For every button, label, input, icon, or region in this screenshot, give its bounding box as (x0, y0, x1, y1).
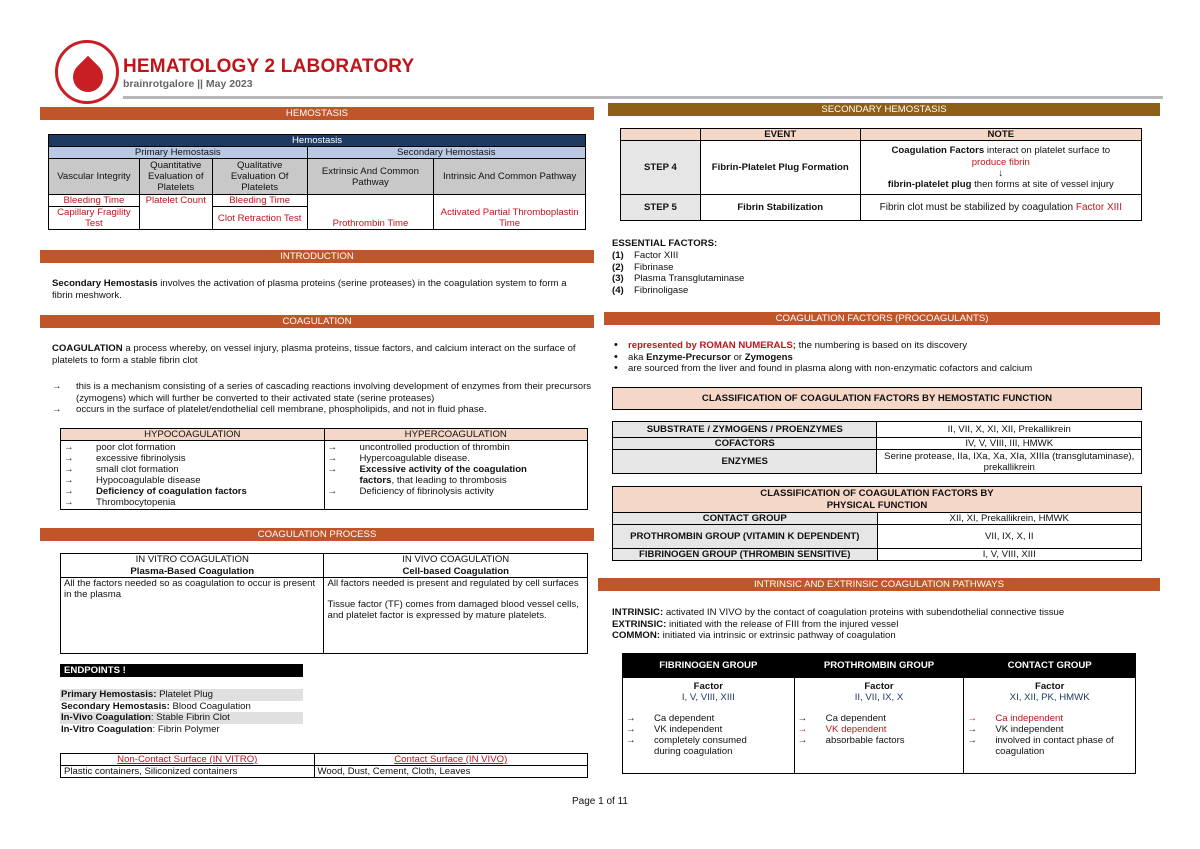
common-key: COMMON: (612, 630, 660, 642)
list-item: → uncontrolled production of thrombin (328, 442, 585, 453)
in-vivo-text (324, 578, 588, 654)
list-item: → involved in contact phase of (967, 735, 1132, 746)
list-item: → Hypercoagulable disease. (328, 453, 585, 464)
list-item: → absorbable factors (798, 735, 961, 746)
in-vivo-text-1: All factors needed is present and regulated by cell surfaces (327, 578, 579, 589)
list-item: → Thrombocytopenia (64, 497, 321, 508)
zymogens: Zymogens (744, 351, 793, 363)
col-qualitative: Qualitative Evaluation Of Platelets (212, 159, 307, 195)
contact-surface-value: Wood, Dust, Cement, Cloth, Leaves (314, 766, 587, 778)
step-5-event: Fibrin Stabilization (700, 195, 860, 221)
col-extrinsic: Extrinsic And Common Pathway (307, 159, 434, 195)
surface-table (60, 753, 588, 778)
in-vitro-header (61, 554, 324, 578)
page-number: Page 1 of 11 (572, 796, 628, 807)
list-item-continued: coagulation (995, 746, 1045, 758)
list-item: → Ca independent (967, 713, 1132, 724)
step-5-note (860, 195, 1141, 221)
in-vivo-title: IN VIVO COAGULATION (402, 554, 510, 566)
section-bar-pathways: INTRINSIC AND EXTRINSIC COAGULATION PATHWAYS (598, 578, 1160, 591)
section-bar-endpoints: ENDPOINTS ! (60, 664, 303, 677)
endpoints-list (60, 689, 303, 736)
primary-hemostasis-header: Primary Hemostasis (49, 147, 308, 159)
coagulation-process-table (60, 553, 588, 654)
note-fibrin-clot: Fibrin clot must be stabilized by coagulation (879, 201, 1076, 213)
row-key: PROTHROMBIN GROUP (VITAMIN K DEPENDENT) (613, 525, 878, 549)
coagulation-body: a process whereby, on vessel injury, plasma proteins, tissue factors, and calcium interact on the surface of platelets to form a stable fibrin clot (52, 343, 576, 366)
prothrombin-group-header: PROTHROMBIN GROUP (794, 654, 964, 678)
note-interact: interact on platelet surface to (984, 145, 1111, 157)
aka-text: aka (628, 351, 647, 363)
list-item (612, 262, 912, 274)
roman-numerals: represented by ROMAN NUMERALS; (628, 340, 796, 351)
contact-group-cell (964, 678, 1136, 774)
note-forms: then forms at site of vessel injury (971, 178, 1114, 190)
list-item (612, 285, 912, 297)
arrow-down-icon: ↓ (998, 167, 1004, 179)
list-item: → excessive fibrinolysis (64, 453, 321, 464)
factor-list: II, VII, IX, X (854, 692, 904, 704)
list-item: → VK independent (967, 724, 1132, 735)
test-bleeding-time-2: Bleeding Time (212, 195, 307, 207)
physical-title-1: CLASSIFICATION OF COAGULATION FACTORS BY (760, 488, 994, 500)
physical-function-title (613, 487, 1142, 513)
hypocoagulation-list (64, 442, 321, 508)
section-bar-introduction: INTRODUCTION (40, 250, 594, 263)
factor-list: I, V, VIII, XIII (681, 692, 735, 704)
row-value: I, V, VIII, XIII (877, 549, 1141, 561)
section-bar-coagulation-factors: COAGULATION FACTORS (PROCOAGULANTS) (604, 312, 1160, 325)
extrinsic-value: initiated with the release of FIII from the injured vessel (666, 618, 899, 630)
endpoint-value: Platelet Plug (156, 689, 213, 700)
section-bar-hemostasis: HEMOSTASIS (40, 107, 594, 120)
secondary-hemostasis-header: Secondary Hemostasis (307, 147, 585, 159)
endpoint-item (60, 724, 303, 736)
list-item: → Excessive activity of the coagulation (328, 464, 585, 475)
row-value: VII, IX, X, II (877, 525, 1141, 549)
endpoint-item (60, 712, 303, 724)
row-key: ENZYMES (613, 450, 877, 474)
item-text: Plasma Transglutaminase (634, 273, 745, 285)
col-intrinsic: Intrinsic And Common Pathway (434, 159, 586, 195)
row-key: SUBSTRATE / ZYMOGENS / PROENZYMES (613, 422, 877, 438)
hemostatic-function-table (612, 387, 1142, 474)
endpoint-value: Blood Coagulation (169, 700, 251, 712)
step-4-event: Fibrin-Platelet Plug Formation (700, 141, 860, 195)
intrinsic-value: activated IN VIVO by the contact of coagulation proteins with subendothelial connective tissue (663, 607, 1065, 618)
test-platelet-count: Platelet Count (139, 195, 212, 230)
endpoint-item (60, 689, 303, 701)
physical-title-2: PHYSICAL FUNCTION (826, 499, 928, 511)
logo (55, 40, 119, 104)
list-item (612, 273, 912, 285)
hemostasis-table (48, 134, 586, 230)
list-item: → Deficiency of coagulation factors (64, 486, 321, 497)
hyper-thrombosis: , that leading to thrombosis (391, 475, 507, 487)
endpoint-key: In-Vivo Coagulation (61, 712, 151, 724)
pathway-groups-table (622, 653, 1136, 774)
note-coag-factors: Coagulation Factors (891, 145, 985, 157)
blood-drop-icon (67, 56, 109, 98)
essential-factors-list (612, 250, 912, 297)
essential-factors-title: ESSENTIAL FACTORS: (612, 238, 718, 249)
hyper-factors: factors (359, 475, 392, 487)
list-item: • are sourced from the liver and found in plasma along with non-enzymatic cofactors and calcium (612, 363, 1152, 375)
test-clot-retraction: Clot Retraction Test (212, 207, 307, 230)
factor-label: Factor (864, 681, 894, 692)
coagulation-point: → this is a mechanism consisting of a series of cascading reactions involving development of enzymes from their precursors (zymogens) which will further be converted to their activated state (serine proteases) (52, 381, 592, 404)
note-header: NOTE (860, 129, 1141, 141)
contact-surface-header: Contact Surface (IN VIVO) (314, 754, 587, 766)
extrinsic-key: EXTRINSIC: (612, 618, 667, 630)
step-4-label: STEP 4 (621, 141, 701, 195)
factors-bullets (612, 340, 1152, 375)
in-vitro-subtitle: Plasma-Based Coagulation (130, 565, 255, 577)
item-text: Fibrinase (634, 261, 674, 273)
factor-label: Factor (693, 681, 723, 692)
steps-table (620, 128, 1142, 221)
event-header: EVENT (700, 129, 860, 141)
hemostasis-table-title: Hemostasis (49, 135, 586, 147)
step-5-label: STEP 5 (621, 195, 701, 221)
header-rule (123, 96, 1163, 99)
hypercoagulation-header: HYPERCOAGULATION (324, 429, 588, 441)
col-vascular: Vascular Integrity (49, 159, 140, 195)
list-item-continued: during coagulation (654, 746, 733, 758)
endpoint-item (60, 701, 303, 713)
col-quantitative: Quantitative Evaluation of Platelets (139, 159, 212, 195)
prothrombin-group-cell (794, 678, 964, 774)
list-item: → VK independent (626, 724, 791, 735)
coagulation-definition (52, 343, 592, 366)
item-text: Fibrinoligase (634, 285, 689, 297)
page-title: HEMATOLOGY 2 LABORATORY (123, 56, 415, 77)
list-item: → small clot formation (64, 464, 321, 475)
row-value: Serine protease, IIa, IXa, Xa, XIa, XIIIa (transglutaminase), prekallikrein (877, 450, 1142, 474)
physical-function-table (612, 486, 1142, 561)
hypo-hyper-table (60, 428, 588, 510)
in-vivo-subtitle: Cell-based Coagulation (402, 565, 510, 577)
test-bleeding-time: Bleeding Time (49, 195, 140, 207)
endpoint-key: Primary Hemostasis: (61, 689, 157, 700)
intrinsic-key: INTRINSIC: (612, 607, 664, 618)
non-contact-surface-value: Plastic containers, Siliconized containers (61, 766, 315, 778)
list-item (612, 352, 1152, 364)
step-4-note (860, 141, 1141, 195)
pathways-definitions (612, 607, 1157, 642)
section-bar-coagulation: COAGULATION (40, 315, 594, 328)
introduction-text (52, 278, 587, 301)
hypocoagulation-header: HYPOCOAGULATION (61, 429, 325, 441)
list-item-continued (328, 475, 585, 486)
enzyme-precursor: Enzyme-Precursor (646, 351, 731, 363)
in-vivo-header (324, 554, 588, 578)
test-aptt: Activated Partial Thromboplastin Time (434, 195, 586, 230)
fibrinogen-group-cell (623, 678, 795, 774)
introduction-lead: Secondary Hemostasis (52, 278, 158, 289)
factor-list: XI, XII, PK, HMWK (1009, 692, 1090, 704)
note-produce-fibrin: produce fibrin (971, 156, 1030, 168)
row-value: II, VII, X, XI, XII, Prekallikrein (877, 422, 1142, 438)
item-number: (3) (612, 273, 624, 285)
row-key: CONTACT GROUP (613, 513, 878, 525)
in-vitro-title: IN VITRO COAGULATION (135, 554, 249, 566)
factor-label: Factor (1034, 681, 1065, 692)
or-text: or (730, 351, 745, 363)
coagulation-lead: COAGULATION (52, 343, 123, 354)
item-text: Factor XIII (634, 250, 679, 261)
hemostatic-function-title: CLASSIFICATION OF COAGULATION FACTORS BY HEMOSTATIC FUNCTION (613, 388, 1142, 410)
endpoint-key: Secondary Hemostasis: (61, 700, 170, 712)
list-item (612, 340, 1152, 352)
in-vivo-text-2: Tissue factor (TF) comes from damaged blood vessel cells, and platelet factor is expressed by mature platelets. (327, 599, 579, 622)
list-item: → poor clot formation (64, 442, 321, 453)
non-contact-surface-header: Non-Contact Surface (IN VITRO) (61, 754, 315, 766)
note-factor-xiii: Factor XIII (1075, 201, 1122, 213)
common-value: initiated via intrinsic or extrinsic pathway of coagulation (659, 630, 896, 642)
page-subtitle: brainrotgalore || May 2023 (123, 78, 253, 90)
note-plug: fibrin-platelet plug (887, 178, 972, 190)
endpoint-value: : Stable Fibrin Clot (150, 712, 230, 724)
item-number: (1) (612, 250, 624, 261)
list-item (612, 250, 912, 262)
list-item: → Deficiency of fibrinolysis activity (328, 486, 585, 497)
coagulation-points (52, 381, 592, 416)
item-number: (2) (612, 261, 624, 273)
row-value: XII, XI, Prekallikrein, HMWK (877, 513, 1141, 525)
section-bar-secondary-hemostasis: SECONDARY HEMOSTASIS (608, 103, 1160, 116)
test-prothrombin-time: Prothrombin Time (307, 195, 434, 230)
introduction-body: involves the activation of plasma proteins (serine proteases) in the coagulation system to form a fibrin meshwork. (52, 278, 567, 301)
hypercoagulation-list (328, 442, 585, 497)
item-number: (4) (612, 285, 624, 297)
coagulation-point: → occurs in the surface of platelet/endothelial cell membrane, phospholipids, and not in fluid phase. (52, 404, 592, 416)
in-vitro-text: All the factors needed so as coagulation to occur is present in the plasma (61, 578, 324, 654)
row-key: COFACTORS (613, 438, 877, 450)
numbering-text: the numbering is based on its discovery (795, 340, 968, 351)
fibrinogen-group-header: FIBRINOGEN GROUP (623, 654, 795, 678)
list-item: → completely consumed (626, 735, 791, 746)
list-item: → Ca dependent (626, 713, 791, 724)
test-capillary-fragility: Capillary Fragility Test (49, 207, 140, 230)
endpoint-value: : Fibrin Polymer (152, 724, 220, 736)
list-item: → VK dependent (798, 724, 961, 735)
section-bar-coagulation-process: COAGULATION PROCESS (40, 528, 594, 541)
list-item: → Ca dependent (798, 713, 961, 724)
list-item: → Hypocoagulable disease (64, 475, 321, 486)
contact-group-header: CONTACT GROUP (964, 654, 1136, 678)
endpoint-key: In-Vitro Coagulation (61, 724, 153, 736)
row-value: IV, V, VIII, III, HMWK (877, 438, 1142, 450)
row-key: FIBRINOGEN GROUP (THROMBIN SENSITIVE) (613, 549, 878, 561)
